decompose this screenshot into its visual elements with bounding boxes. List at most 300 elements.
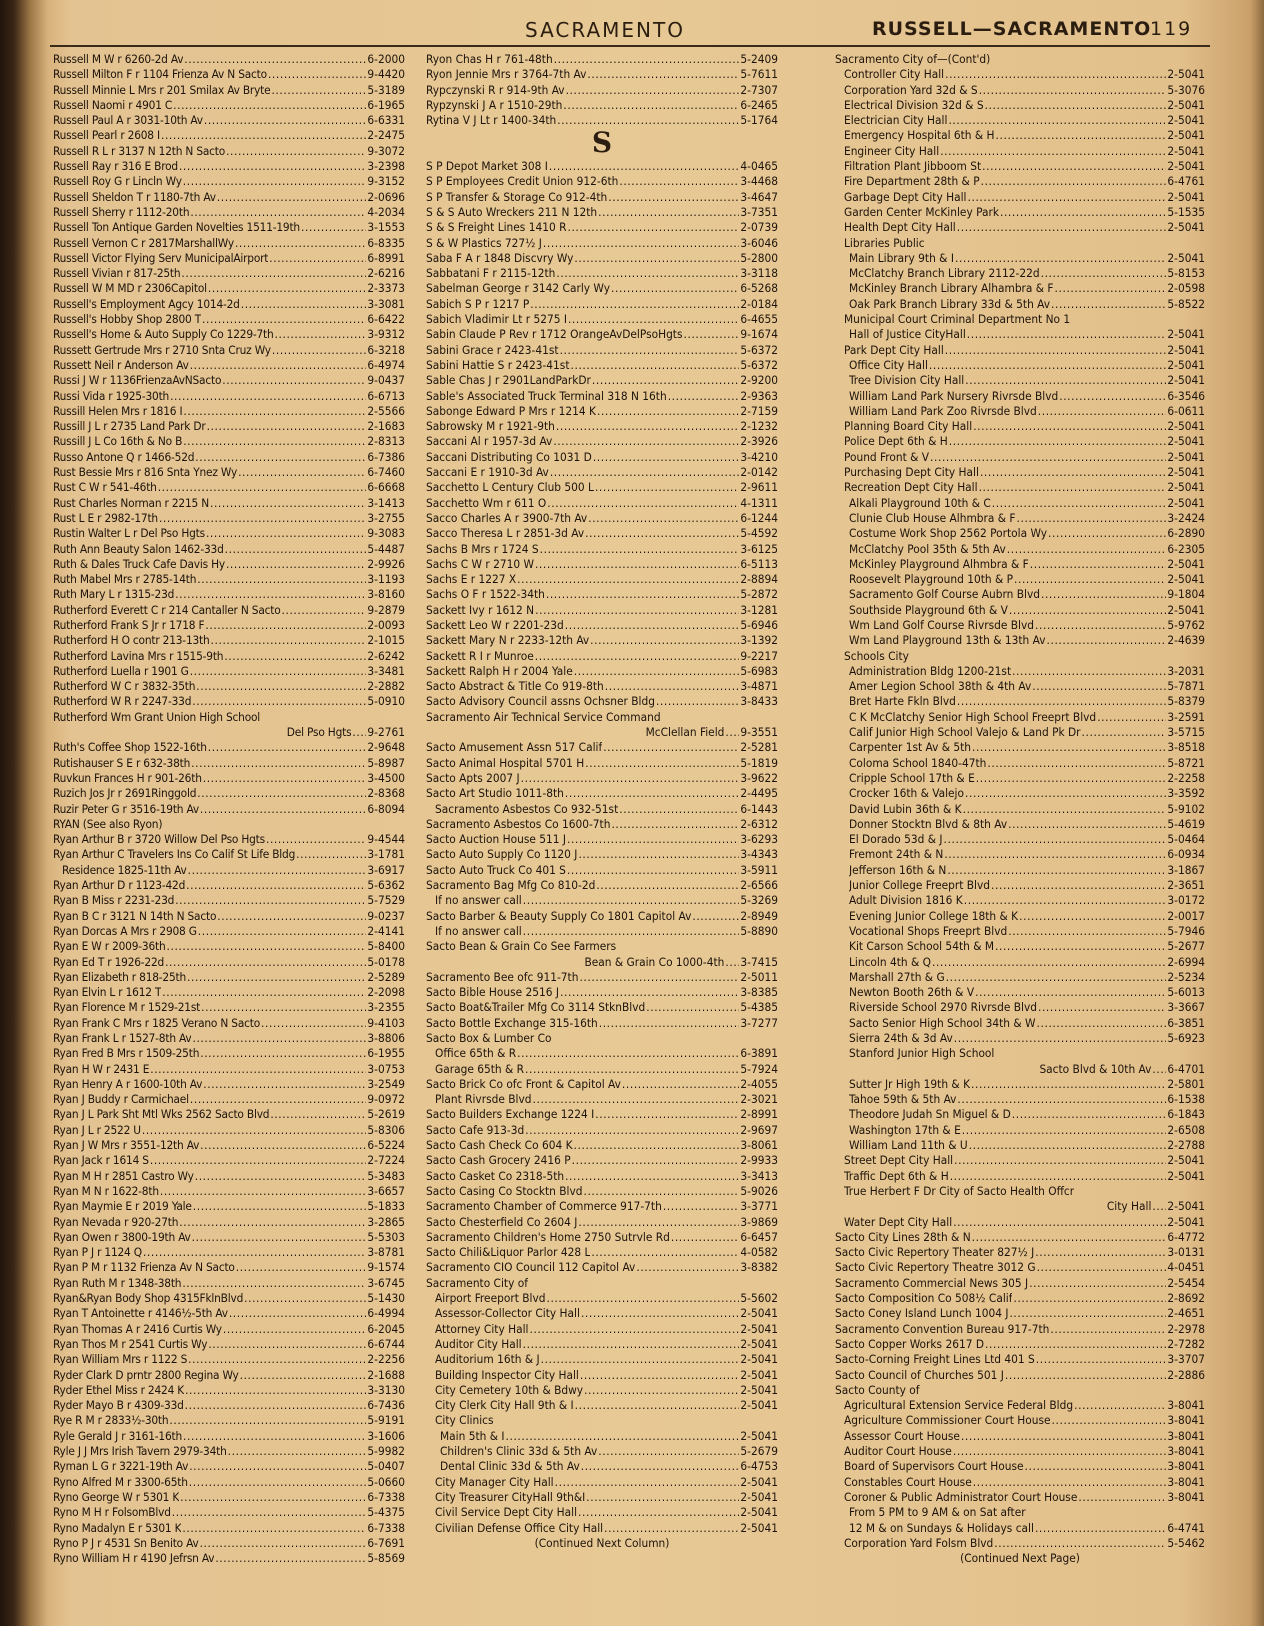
phone-number: 3-8382 <box>740 1260 778 1275</box>
entry-name: Kit Carson School 54th & M <box>849 939 995 954</box>
listing-entry <box>53 419 405 434</box>
entry-name: Adult Division 1816 K <box>849 893 963 908</box>
entry-name: Lincoln 4th & Q <box>849 954 931 969</box>
listing-entry <box>835 924 1205 939</box>
phone-number: 6-1244 <box>740 510 778 525</box>
phone-number: 2-6508 <box>1167 1122 1205 1137</box>
dot-leader <box>957 220 1167 235</box>
listing-entry <box>835 159 1205 174</box>
entry-name: Wm Land Playground 13th & 13th Av <box>849 633 1046 648</box>
phone-number: 3-3592 <box>1167 786 1205 801</box>
listing-entry <box>426 113 778 128</box>
entry-name: Rutherford Luella r 1901 G <box>53 663 189 678</box>
entry-name: Vocational Shops Freeprt Blvd <box>849 923 1008 938</box>
dot-leader <box>535 557 739 572</box>
dot-leader <box>550 465 740 480</box>
listing-column-2 <box>426 52 778 1551</box>
phone-number: 9-0437 <box>367 373 405 388</box>
entry-name: Ryan Frank C Mrs r 1825 Verano N Sacto <box>53 1015 261 1030</box>
listing-entry <box>53 236 405 251</box>
entry-name: Sachs C W r 2710 W <box>426 556 534 571</box>
dot-leader <box>684 327 740 342</box>
listing-entry <box>53 1046 405 1061</box>
listing-entry <box>426 297 778 312</box>
phone-number: 5-0464 <box>1167 832 1205 847</box>
phone-number: 5-6372 <box>740 357 778 372</box>
entry-name: Ryan B Miss r 2231-23d <box>53 893 175 908</box>
dot-leader <box>540 542 740 557</box>
entry-name: Agricultural Extension Service Federal Bldg <box>844 1398 1074 1413</box>
dot-leader <box>217 190 367 205</box>
dot-leader <box>183 434 366 449</box>
listing-entry <box>835 144 1205 159</box>
entry-name: Carpenter 1st Av & 5th <box>849 740 972 755</box>
phone-number: 5-3269 <box>740 893 778 908</box>
dot-leader <box>599 1016 740 1031</box>
phone-number: 3-0753 <box>367 1061 405 1076</box>
phone-number: 9-2217 <box>740 648 778 663</box>
listing-entry <box>53 847 405 862</box>
dot-leader <box>182 1276 366 1291</box>
dot-leader <box>663 1199 740 1214</box>
entry-name: Ryan Elizabeth r 818-25th <box>53 969 187 984</box>
dot-leader <box>955 251 1166 266</box>
listing-entry <box>53 1184 405 1199</box>
dot-leader <box>949 434 1167 449</box>
dot-leader <box>1055 281 1167 296</box>
listing-entry <box>53 1031 405 1046</box>
entry-name: Ryan Jack r 1614 S <box>53 1153 149 1168</box>
dot-leader <box>160 1184 367 1199</box>
listing-entry <box>426 434 778 449</box>
dot-leader <box>266 832 366 847</box>
listing-entry <box>53 1413 405 1428</box>
listing-entry <box>835 113 1205 128</box>
phone-number: 2-5041 <box>1167 1214 1205 1229</box>
phone-number: 2-5041 <box>1167 220 1205 235</box>
phone-number: 6-2045 <box>367 1321 405 1336</box>
entry-name: Ryno P J r 4531 Sn Benito Av <box>53 1535 199 1550</box>
entry-name: Garage 65th & R <box>435 1061 525 1076</box>
entry-name: Jefferson 16th & N <box>849 862 947 877</box>
listing-entry <box>835 465 1205 480</box>
entry-name: Sacto Cafe 913-3d <box>426 1122 525 1137</box>
listing-entry <box>835 1291 1205 1306</box>
listing-entry <box>426 863 778 878</box>
listing-entry <box>53 878 405 893</box>
phone-number: 2-1683 <box>367 419 405 434</box>
dot-leader <box>188 863 367 878</box>
phone-number: 3-8041 <box>1167 1489 1205 1504</box>
phone-number: 5-3483 <box>367 1168 405 1183</box>
dot-leader <box>1152 1062 1166 1077</box>
phone-number: 2-2978 <box>1167 1321 1205 1336</box>
listing-entry <box>53 312 405 327</box>
entry-name: Sackett Ralph H r 2004 Yale <box>426 663 573 678</box>
listing-entry <box>426 924 778 939</box>
entry-name: Russo Antone Q r 1466-52d <box>53 449 195 464</box>
entry-name: Del Pso Hgts <box>286 725 352 740</box>
dot-leader <box>222 373 366 388</box>
dot-leader <box>587 67 739 82</box>
dot-leader <box>668 389 740 404</box>
listing-entry <box>53 1077 405 1092</box>
entry-name: Main Library 9th & I <box>849 250 954 265</box>
listing-entry <box>835 694 1205 709</box>
listing-entry <box>53 190 405 205</box>
listing-entry <box>426 1031 778 1046</box>
dot-leader <box>189 1459 366 1474</box>
dot-leader <box>549 159 740 174</box>
dot-leader <box>180 1490 366 1505</box>
phone-number: 2-5041 <box>1167 189 1205 204</box>
entry-name: Ryan M H r 2851 Castro Wy <box>53 1168 194 1183</box>
phone-number: 3-9312 <box>367 327 405 342</box>
dot-leader <box>235 236 366 251</box>
phone-number: 5-1833 <box>367 1199 405 1214</box>
phone-number: 5-0660 <box>367 1474 405 1489</box>
phone-number: 3-1606 <box>367 1428 405 1443</box>
phone-number: 3-8781 <box>367 1245 405 1260</box>
dot-leader <box>968 190 1167 205</box>
dot-leader <box>1038 404 1167 419</box>
phone-number: 2-5041 <box>1167 143 1205 158</box>
listing-entry <box>53 863 405 878</box>
phone-number: 6-2465 <box>740 97 778 112</box>
entry-name: Russell Minnie L Mrs r 201 Smilax Av Bryte <box>53 82 271 97</box>
listing-entry <box>426 1077 778 1092</box>
entry-name: Sacto Senior High School 34th & W <box>849 1015 1036 1030</box>
listing-entry <box>53 1490 405 1505</box>
listing-entry <box>426 52 778 67</box>
listing-entry <box>426 159 778 174</box>
entry-name: Ryder Clark D prntr 2800 Regina Wy <box>53 1367 239 1382</box>
phone-number: 6-4772 <box>1167 1229 1205 1244</box>
dot-leader <box>1007 542 1167 557</box>
phone-number: 5-2872 <box>740 587 778 602</box>
dot-leader <box>181 266 366 281</box>
phone-number: 6-7436 <box>367 1398 405 1413</box>
entry-name: Rutherford H O contr 213-13th <box>53 633 210 648</box>
phone-number: 2-5041 <box>1167 465 1205 480</box>
phone-number: 3-4500 <box>367 770 405 785</box>
entry-name: Rye R M r 2833½-30th <box>53 1413 169 1428</box>
listing-entry <box>835 893 1205 908</box>
entry-name: Main 5th & I <box>440 1428 505 1443</box>
listing-entry <box>835 1000 1205 1015</box>
dot-leader <box>226 144 366 159</box>
listing-entry <box>53 159 405 174</box>
phone-number: 5-8153 <box>1167 266 1205 281</box>
phone-number: 5-4375 <box>367 1505 405 1520</box>
dot-leader <box>593 450 740 465</box>
entry-name: Ryan Ed T r 1926-22d <box>53 954 165 969</box>
listing-entry <box>426 1291 778 1306</box>
dot-leader <box>957 694 1167 709</box>
phone-number: 3-8041 <box>1167 1474 1205 1489</box>
dot-leader <box>1017 511 1167 526</box>
listing-entry <box>53 1169 405 1184</box>
entry-name: Russi J W r 1136FrienzaAvNSacto <box>53 373 222 388</box>
dot-leader <box>192 1031 366 1046</box>
listing-entry <box>53 1352 405 1367</box>
dot-leader <box>193 1199 367 1214</box>
dot-leader <box>533 1092 740 1107</box>
phone-number: 2-2475 <box>367 128 405 143</box>
listing-entry <box>426 1169 778 1184</box>
listing-entry <box>835 1062 1205 1077</box>
phone-number: 2-7224 <box>367 1153 405 1168</box>
entry-name: Schools City <box>844 648 909 663</box>
phone-number: 5-7611 <box>740 67 778 82</box>
listing-entry <box>835 205 1205 220</box>
dot-leader <box>566 83 740 98</box>
phone-number: 2-5041 <box>740 1428 778 1443</box>
dot-leader <box>150 1153 367 1168</box>
dot-leader <box>282 603 367 618</box>
phone-number: 6-7338 <box>367 1520 405 1535</box>
entry-name: Roosevelt Playground 10th & P <box>849 572 1014 587</box>
entry-name: Ryan Ruth M r 1348-38th <box>53 1275 182 1290</box>
entry-name: Park Dept City Hall <box>844 342 944 357</box>
phone-number: 9-2879 <box>367 602 405 617</box>
entry-name: Electrical Division 32d & S <box>844 97 984 112</box>
entry-name: Ryan P J r 1124 Q <box>53 1245 142 1260</box>
entry-name: Police Dept 6th & H <box>844 434 948 449</box>
entry-name: Ruth Mabel Mrs r 2785-14th <box>53 572 197 587</box>
entry-name: From 5 PM to 9 AM & on Sat after <box>849 1505 1026 1520</box>
dot-leader <box>142 1123 367 1138</box>
dot-leader <box>269 251 366 266</box>
entry-name: City Manager City Hall <box>435 1474 554 1489</box>
dot-leader <box>1009 603 1166 618</box>
dot-leader <box>636 1260 739 1275</box>
phone-number: 2-5041 <box>740 1474 778 1489</box>
phone-number: 3-8061 <box>740 1138 778 1153</box>
dot-leader <box>568 312 739 327</box>
dot-leader <box>190 205 366 220</box>
phone-number: 6-3851 <box>1167 1015 1205 1030</box>
phone-number: 2-5041 <box>740 1505 778 1520</box>
listing-entry <box>426 1322 778 1337</box>
dot-leader <box>588 511 739 526</box>
continued-note <box>426 1536 778 1551</box>
dot-leader <box>930 450 1166 465</box>
phone-number: 5-2619 <box>367 1107 405 1122</box>
entry-name: Sacto Builders Exchange 1224 I <box>426 1107 595 1122</box>
listing-entry <box>835 190 1205 205</box>
phone-number: 2-6216 <box>367 266 405 281</box>
phone-number: 6-4994 <box>367 1306 405 1321</box>
dot-leader <box>1038 1000 1166 1015</box>
listing-entry <box>53 1199 405 1214</box>
dot-leader <box>965 373 1166 388</box>
listing-entry <box>426 419 778 434</box>
listing-entry <box>53 434 405 449</box>
phone-number: 2-5041 <box>1167 434 1205 449</box>
listing-entry <box>53 710 405 725</box>
listing-entry <box>53 281 405 296</box>
entry-name: S P Depot Market 308 I <box>426 159 548 174</box>
entry-name: City Clerk City Hall 9th & I <box>435 1398 574 1413</box>
dot-leader <box>1000 205 1166 220</box>
entry-name: Sackett Mary N r 2233-12th Av <box>426 633 590 648</box>
entry-name: Rytina V J Lt r 1400-34th <box>426 113 557 128</box>
entry-name: Civil Service Dept City Hall <box>435 1505 578 1520</box>
listing-entry <box>53 266 405 281</box>
dot-leader <box>1037 1016 1167 1031</box>
phone-number: 5-6983 <box>740 663 778 678</box>
entry-name: Building Inspector City Hall <box>435 1367 579 1382</box>
dot-leader <box>963 802 1167 817</box>
entry-name: Administration Bldg 1200-21st <box>849 663 1012 678</box>
listing-entry <box>53 1551 405 1566</box>
listing-entry <box>426 1138 778 1153</box>
entry-name: City Hall <box>1106 1199 1152 1214</box>
listing-entry <box>835 83 1205 98</box>
phone-number: 5-2677 <box>1167 939 1205 954</box>
dot-leader <box>215 1551 366 1566</box>
entry-name: Wm Land Golf Course Rivrsde Blvd <box>849 617 1035 632</box>
entry-name: Sacto Art Studio 1011-8th <box>426 786 564 801</box>
phone-number: 2-5041 <box>1167 480 1205 495</box>
dot-leader <box>187 970 366 985</box>
phone-number: 6-6331 <box>367 113 405 128</box>
phone-number: 2-5041 <box>1167 113 1205 128</box>
listing-entry <box>426 786 778 801</box>
phone-number: 2-5041 <box>1167 495 1205 510</box>
listing-entry <box>426 1398 778 1413</box>
dot-leader <box>596 878 739 893</box>
entry-name: Sabich S P r 1217 P <box>426 296 530 311</box>
dot-leader <box>646 1000 739 1015</box>
listing-entry <box>53 694 405 709</box>
entry-name: Ryan&Ryan Body Shop 4315FklnBlvd <box>53 1291 244 1306</box>
entry-name: S <box>591 128 613 160</box>
listing-entry <box>835 1077 1205 1092</box>
listing-entry <box>53 725 405 740</box>
entry-name: Ryan Owen r 3800-19th Av <box>53 1229 191 1244</box>
dot-leader <box>578 1215 739 1230</box>
entry-name: S P Transfer & Storage Co 912-4th <box>426 189 608 204</box>
listing-entry <box>835 587 1205 602</box>
phone-number: 2-5041 <box>740 1367 778 1382</box>
listing-entry <box>835 1107 1205 1122</box>
phone-number: 5-6013 <box>1167 985 1205 1000</box>
phone-number: 2-5041 <box>740 1336 778 1351</box>
dot-leader <box>182 1521 366 1536</box>
phone-number: 5-8569 <box>367 1551 405 1566</box>
dot-leader <box>1074 1398 1166 1413</box>
phone-number: 3-3130 <box>367 1382 405 1397</box>
listing-entry <box>835 909 1205 924</box>
entry-name: Sierra 24th & 3d Av <box>849 1031 953 1045</box>
dot-leader <box>932 955 1166 970</box>
listing-entry <box>835 679 1205 694</box>
phone-number: 5-2409 <box>740 52 778 66</box>
listing-entry <box>426 909 778 924</box>
dot-leader <box>217 909 366 924</box>
phone-number: 2-5041 <box>740 1520 778 1535</box>
phone-number: 6-3546 <box>1167 388 1205 403</box>
entry-name: Ryan B C r 3121 N 14th N Sacto <box>53 908 217 923</box>
dot-leader <box>191 756 366 771</box>
dot-leader <box>603 740 739 755</box>
dot-leader <box>197 786 366 801</box>
listing-entry <box>53 1383 405 1398</box>
listing-entry <box>835 572 1205 587</box>
listing-entry <box>835 1184 1205 1199</box>
dot-leader <box>725 725 739 740</box>
entry-name: Sacto Civic Repertory Theatre 3012 G <box>835 1260 1036 1275</box>
phone-number: 2-5041 <box>1167 97 1205 112</box>
phone-number: 5-8306 <box>367 1122 405 1137</box>
entry-name: Evening Junior College 18th & K <box>849 908 1019 923</box>
phone-number: 5-9102 <box>1167 801 1205 816</box>
dot-leader <box>183 174 367 189</box>
dot-leader <box>962 1123 1167 1138</box>
dot-leader <box>981 174 1167 189</box>
listing-entry <box>426 281 778 296</box>
phone-number: 2-9363 <box>740 388 778 403</box>
entry-name: Ruth's Coffee Shop 1522-16th <box>53 740 207 755</box>
entry-name: Russell's Home & Auto Supply Co 1229-7th <box>53 327 274 342</box>
listing-entry <box>53 1092 405 1107</box>
entry-name: Sacto Composition Co 508½ Calif <box>835 1291 1013 1306</box>
phone-number: 3-8041 <box>1167 1459 1205 1474</box>
entry-name: Ryan Thos M r 2541 Curtis Wy <box>53 1336 208 1351</box>
entry-name: Corporation Yard 32d & S <box>844 82 978 97</box>
dot-leader <box>671 1230 740 1245</box>
entry-name: Rutishauser S E r 632-38th <box>53 755 191 770</box>
listing-entry <box>426 1215 778 1230</box>
phone-number: 2-1015 <box>367 633 405 648</box>
phone-number: 2-1688 <box>367 1367 405 1382</box>
listing-entry <box>53 909 405 924</box>
listing-entry <box>835 1199 1205 1214</box>
dot-leader <box>1012 664 1166 679</box>
listing-entry <box>53 1062 405 1077</box>
entry-name: Ryno George W r 5301 K <box>53 1489 180 1504</box>
dot-leader <box>211 633 367 648</box>
entry-name: Ryan T Antoinette r 4146½-5th Av <box>53 1306 228 1321</box>
dot-leader <box>1059 389 1166 404</box>
entry-name: Sabini Grace r 2423-41st <box>426 342 559 357</box>
dot-leader <box>987 756 1166 771</box>
dot-leader <box>529 1322 739 1337</box>
entry-name: Sacto Bible House 2516 J <box>426 985 560 1000</box>
dot-leader <box>954 1031 1167 1046</box>
entry-name: Russill J L r 2735 Land Park Dr <box>53 419 206 434</box>
entry-name: Residence 1825-11th Av <box>62 862 187 877</box>
dot-leader <box>523 1337 740 1352</box>
dot-leader <box>619 174 739 189</box>
entry-name: Assessor Court House <box>844 1428 960 1443</box>
dot-leader <box>946 970 1167 985</box>
listing-entry <box>835 312 1205 327</box>
phone-number: 6-5268 <box>740 281 778 296</box>
listing-entry <box>426 832 778 847</box>
entry-name: Filtration Plant Jibboom St <box>844 159 982 174</box>
dot-leader <box>150 1062 366 1077</box>
dot-leader <box>944 847 1166 862</box>
phone-number: 5-1430 <box>367 1291 405 1306</box>
entry-name: Constables Court House <box>844 1474 972 1489</box>
dot-leader <box>586 1490 739 1505</box>
dot-leader <box>1009 1306 1166 1321</box>
dot-leader <box>208 1337 366 1352</box>
dot-leader <box>236 1260 367 1275</box>
